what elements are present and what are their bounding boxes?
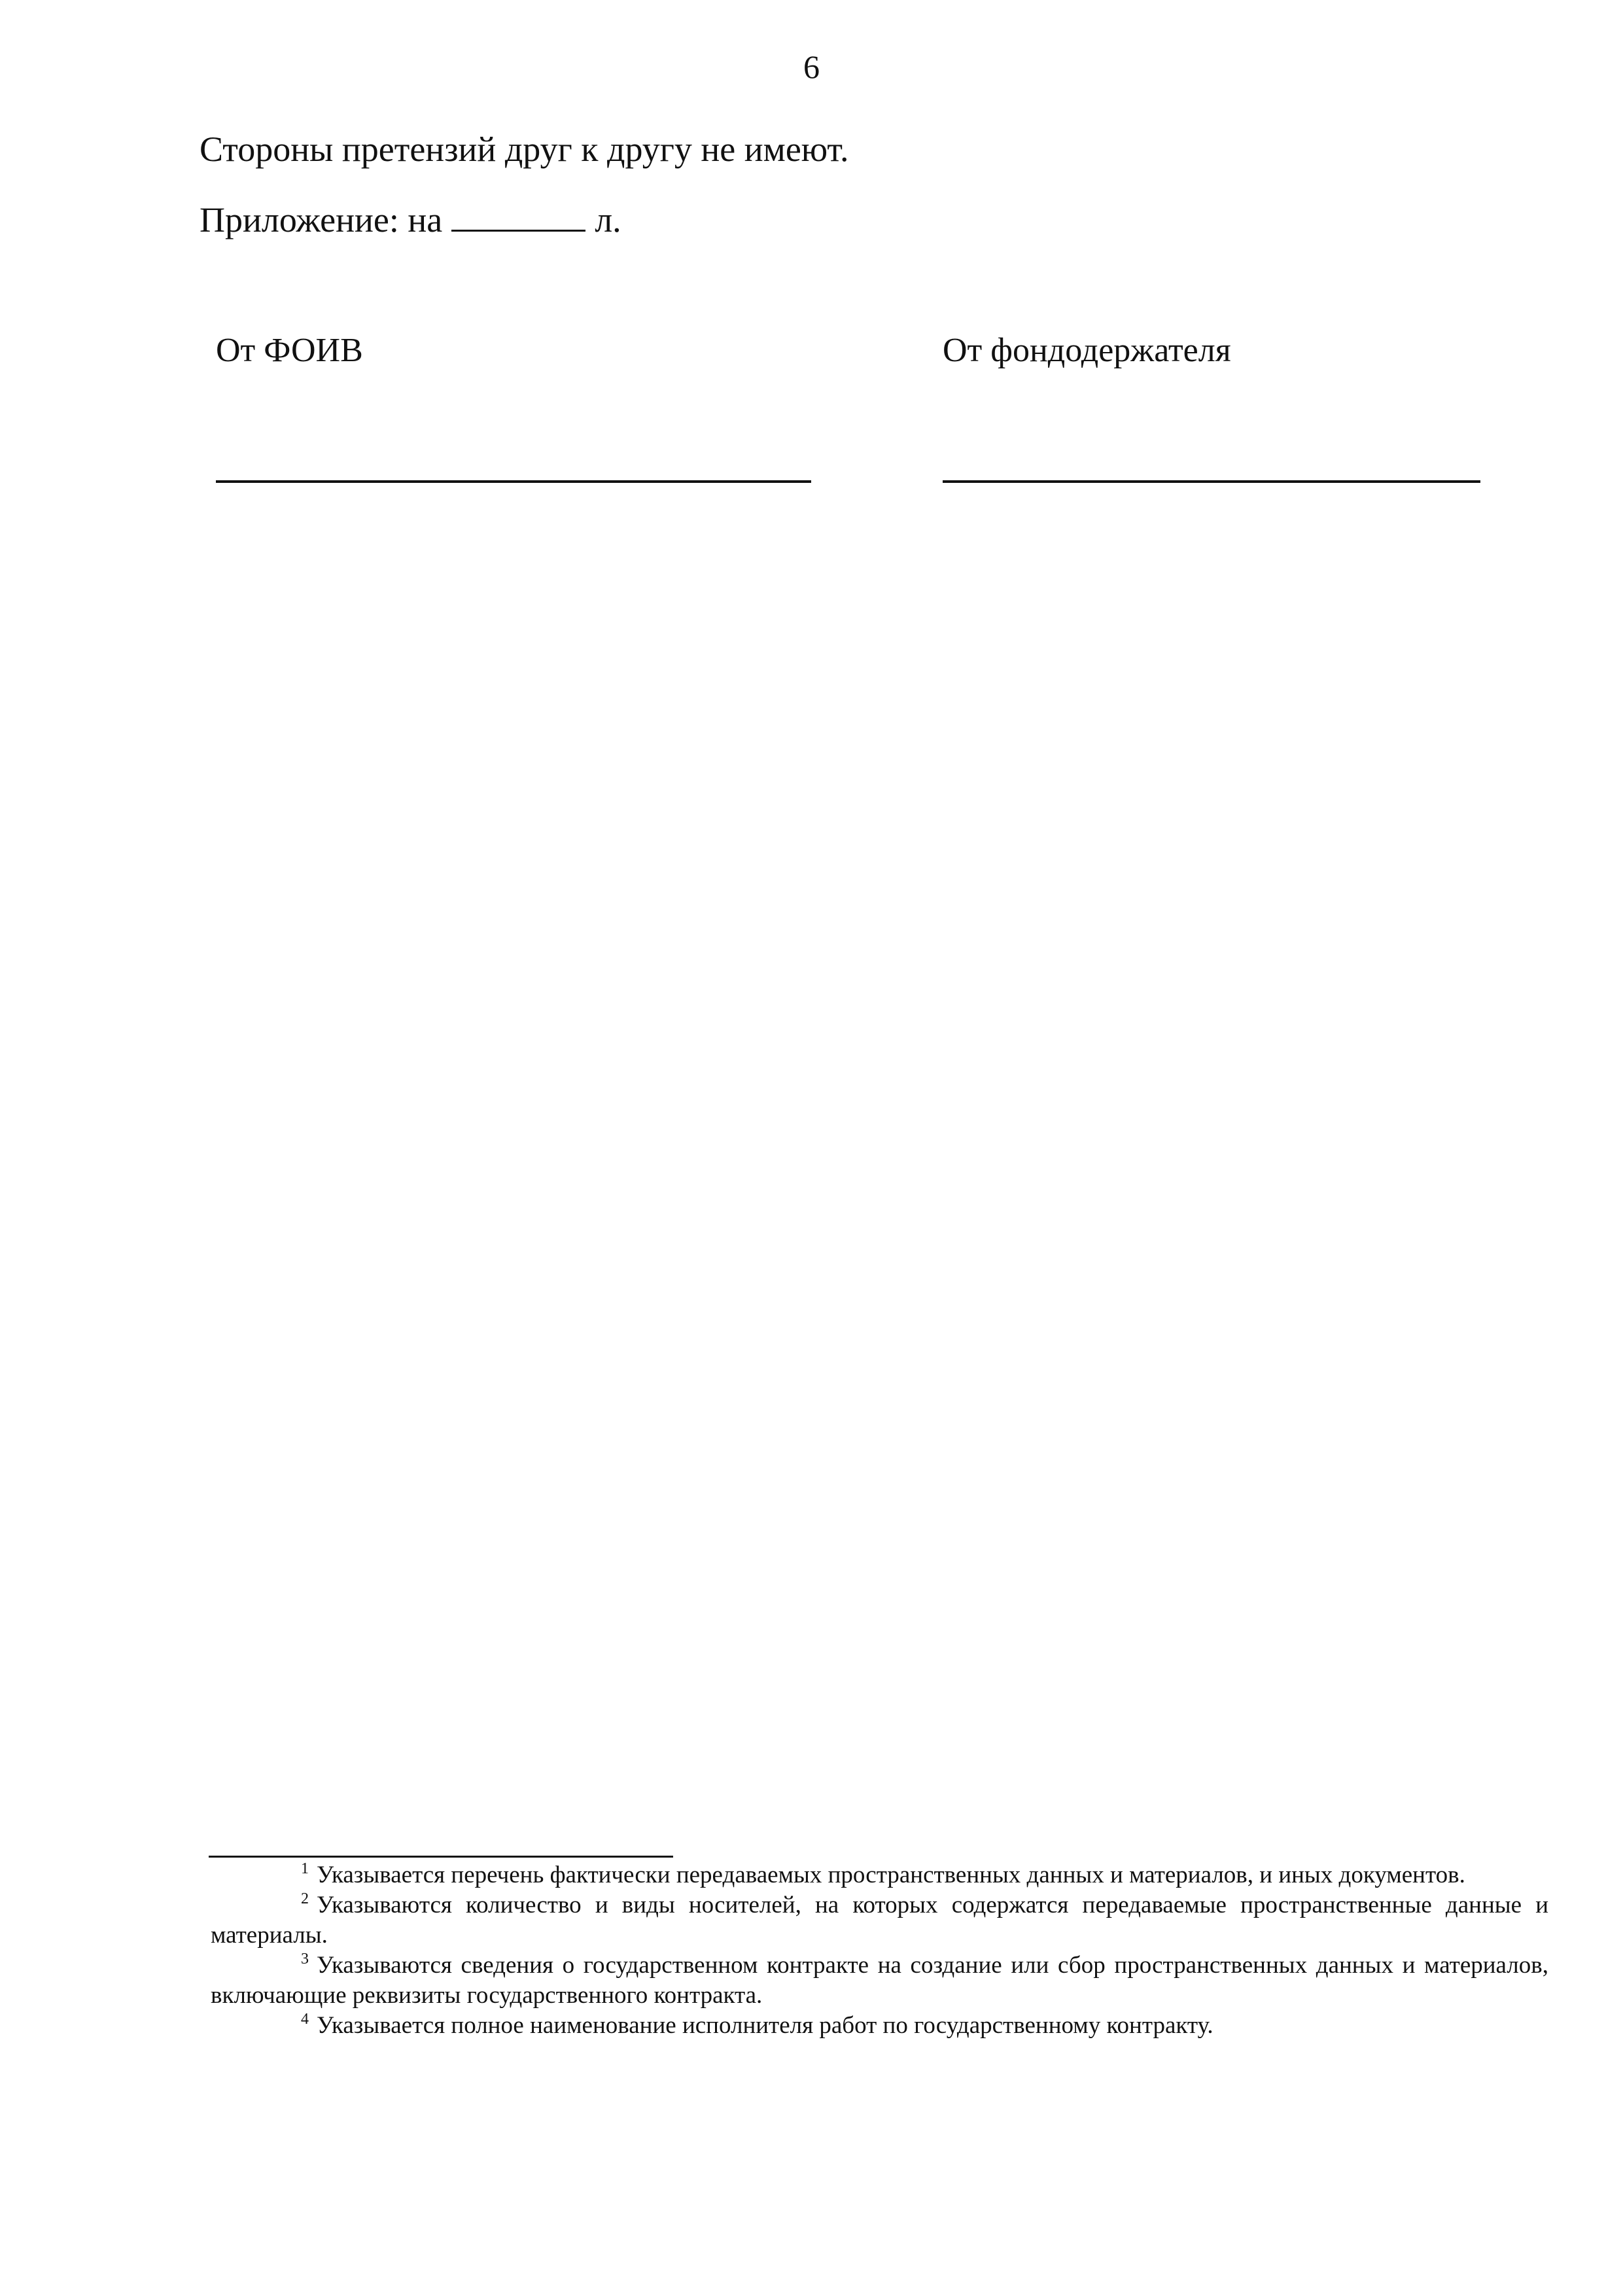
footnote-mark: 1 — [301, 1860, 309, 1877]
signature-line-foiv — [216, 480, 811, 483]
claims-paragraph: Стороны претензий друг к другу не имеют. — [200, 130, 849, 169]
footnote-2 — [211, 1890, 1548, 1951]
footnote-text: Указывается перечень фактически передаваемых пространственных данных и материалов, и иных документов. — [317, 1862, 1465, 1888]
signature-line-fundholder — [943, 480, 1480, 483]
attachment-pages-blank — [451, 201, 585, 232]
page-number: 6 — [803, 48, 820, 85]
footnote-3 — [211, 1951, 1548, 2011]
footnote-mark: 2 — [301, 1890, 309, 1907]
signature-label-foiv: От ФОИВ — [216, 332, 363, 369]
attachment-paragraph — [200, 199, 621, 241]
footnote-mark: 3 — [301, 1951, 309, 1968]
footnote-mark: 4 — [301, 2011, 309, 2028]
attachment-suffix: л. — [595, 200, 621, 239]
footnote-text: Указываются количество и виды носителей, на которых содержатся передаваемые пространственные данные и материалы. — [211, 1892, 1548, 1949]
footnotes — [211, 1860, 1548, 2041]
footnote-4 — [211, 2011, 1548, 2041]
footnote-text: Указываются сведения о государственном контракте на создание или сбор пространственных данных и материалов, включающие реквизиты государственного контракта. — [211, 1952, 1548, 2009]
attachment-prefix: Приложение: на — [200, 200, 443, 239]
footnote-separator — [209, 1856, 673, 1858]
footnote-text: Указывается полное наименование исполнителя работ по государственному контракту. — [317, 2012, 1213, 2039]
footnote-1 — [211, 1860, 1548, 1890]
signature-label-fundholder: От фондодержателя — [943, 332, 1231, 369]
